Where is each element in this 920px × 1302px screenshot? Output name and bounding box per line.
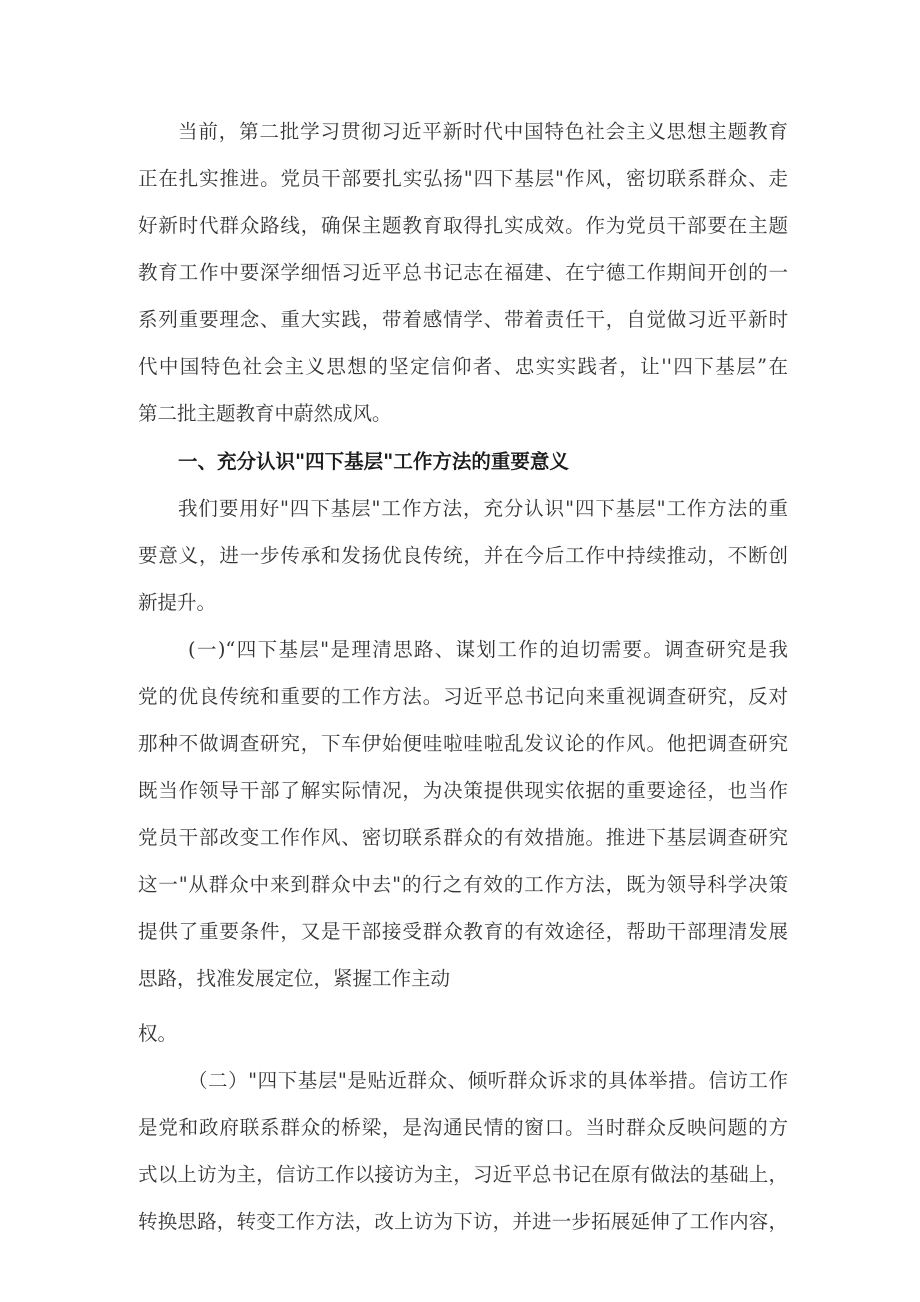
text-line: 要意义，进一步传承和发扬优良传统，并在今后工作中持续推动，不断创 <box>138 544 788 567</box>
text-line: 这一"从群众中来到群众中去"的行之有效的工作方法，既为领导科学决策 <box>138 873 788 896</box>
text-line: 代中国特色社会主义思想的坚定信仰者、忠实实践者，让''四下基层”在 <box>138 355 788 378</box>
text-line: 教育工作中要深学细悟习近平总书记志在福建、在宁德工作期间开创的一 <box>138 261 788 284</box>
text-line: 那种不做调查研究，下车伊始便哇啦哇啦乱发议论的作风。他把调查研究 <box>138 732 788 755</box>
text-line: 既当作领导干部了解实际情况，为决策提供现实依据的重要途径，也当作 <box>138 779 788 802</box>
text-line: 思路，找准发展定位，紧握工作主动 <box>138 967 451 990</box>
text-line: 第二批主题教育中蔚然成风。 <box>138 402 392 425</box>
section-heading: 一、充分认识"四下基层"工作方法的重要意义 <box>178 450 569 473</box>
text-line: （二）"四下基层"是贴近群众、倾听群众诉求的具体举措。信访工作 <box>188 1069 788 1092</box>
text-line: 好新时代群众路线，确保主题教育取得扎实成效。作为党员干部要在主题 <box>138 214 788 237</box>
text-line: 提供了重要条件，又是干部接受群众教育的有效途径，帮助干部理清发展 <box>138 920 788 943</box>
text-line: 当前，第二批学习贯彻习近平新时代中国特色社会主义思想主题教育 <box>178 120 788 143</box>
text-line: 党员干部改变工作作风、密切联系群众的有效措施。推进下基层调查研究 <box>138 826 788 849</box>
text-line: (一)“四下基层"是理清思路、谋划工作的迫切需要。调查研究是我 <box>188 638 788 661</box>
text-line: 转换思路，转变工作方法，改上访为下访，并进一步拓展延伸了工作内容， <box>138 1210 788 1233</box>
text-line: 新提升。 <box>138 591 217 614</box>
text-line: 系列重要理念、重大实践，带着感情学、带着责任干，自觉做习近平新时 <box>138 308 788 331</box>
text-line: 是党和政府联系群众的桥梁，是沟通民情的窗口。当时群众反映问题的方 <box>138 1116 788 1139</box>
text-line: 式以上访为主，信访工作以接访为主，习近平总书记在原有做法的基础上， <box>138 1163 788 1186</box>
text-line: 党的优良传统和重要的工作方法。习近平总书记向来重视调查研究，反对 <box>138 685 788 708</box>
text-line: 我们要用好"四下基层"工作方法，充分认识"四下基层"工作方法的重 <box>178 497 788 520</box>
text-line: 正在扎实推进。党员干部要扎实弘扬"四下基层"作风，密切联系群众、走 <box>138 167 788 190</box>
text-line: 权。 <box>138 1022 178 1045</box>
